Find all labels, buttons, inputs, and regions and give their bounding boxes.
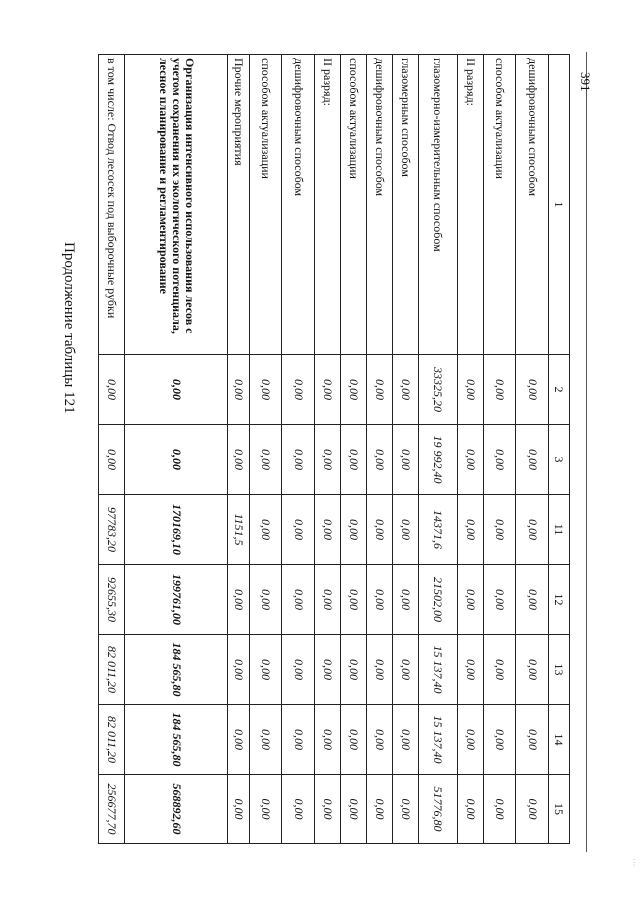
table-cell: 0,00 bbox=[249, 635, 282, 705]
table-cell: 0,00 bbox=[392, 635, 418, 705]
table-cell: 0,00 bbox=[282, 565, 315, 635]
column-header: 2 bbox=[549, 355, 570, 425]
table-container bbox=[98, 54, 570, 843]
table-cell: 0,00 bbox=[249, 705, 282, 775]
table-cell: 0,00 bbox=[483, 495, 516, 565]
table-cell: 15 137,40 bbox=[418, 705, 457, 775]
table-cell: 184 565,80 bbox=[125, 635, 228, 705]
table-cell: 0,00 bbox=[314, 775, 340, 844]
table-cell: 0,00 bbox=[228, 635, 250, 705]
table-cell: 33325,20 bbox=[418, 355, 457, 425]
table-cell: 0,00 bbox=[340, 705, 366, 775]
column-header: 15 bbox=[549, 775, 570, 844]
table-cell: 0,00 bbox=[516, 775, 549, 844]
table-cell: 97783,20 bbox=[99, 495, 125, 565]
row-label: дешифровочным способом bbox=[366, 55, 392, 355]
table-cell: 0,00 bbox=[366, 705, 392, 775]
table-cell: 0,00 bbox=[366, 355, 392, 425]
table-cell: 0,00 bbox=[228, 355, 250, 425]
table-row bbox=[228, 55, 250, 844]
table-cell: 0,00 bbox=[483, 705, 516, 775]
column-header: 12 bbox=[549, 565, 570, 635]
table-row bbox=[392, 55, 418, 844]
table-cell: 0,00 bbox=[314, 495, 340, 565]
table-cell: 0,00 bbox=[282, 355, 315, 425]
table-cell: 0,00 bbox=[340, 635, 366, 705]
row-label: II разряд: bbox=[314, 55, 340, 355]
table-cell: 0,00 bbox=[340, 425, 366, 495]
table-row bbox=[282, 55, 315, 844]
table-cell: 0,00 bbox=[282, 495, 315, 565]
table-row bbox=[457, 55, 483, 844]
table-row bbox=[249, 55, 282, 844]
table-cell: 0,00 bbox=[457, 635, 483, 705]
row-label: II разряд: bbox=[457, 55, 483, 355]
table-cell: 0,00 bbox=[314, 705, 340, 775]
row-label: глазомерным способом bbox=[392, 55, 418, 355]
table-cell: 0,00 bbox=[249, 565, 282, 635]
table-cell: 1151,5 bbox=[228, 495, 250, 565]
table-cell: 0,00 bbox=[282, 775, 315, 844]
table-cell: 15 137,40 bbox=[418, 635, 457, 705]
table-cell: 0,00 bbox=[516, 425, 549, 495]
table-cell: 170169,10 bbox=[125, 495, 228, 565]
table-cell: 0,00 bbox=[340, 775, 366, 844]
table-cell: 0,00 bbox=[516, 705, 549, 775]
table-cell: 0,00 bbox=[340, 355, 366, 425]
table-cell: 0,00 bbox=[228, 425, 250, 495]
table-cell: 0,00 bbox=[99, 355, 125, 425]
table-cell: 0,00 bbox=[457, 425, 483, 495]
table-cell: 0,00 bbox=[249, 495, 282, 565]
table-cell: 82 011,20 bbox=[99, 705, 125, 775]
table-row bbox=[483, 55, 516, 844]
table-cell: 82 011,20 bbox=[99, 635, 125, 705]
table-cell: 0,00 bbox=[516, 495, 549, 565]
table-header-row bbox=[549, 55, 570, 844]
table-cell: 0,00 bbox=[282, 705, 315, 775]
table-cell: 0,00 bbox=[483, 565, 516, 635]
data-table bbox=[98, 54, 570, 844]
column-header: 13 bbox=[549, 635, 570, 705]
row-label: дешифровочным способом bbox=[282, 55, 315, 355]
column-header: 3 bbox=[549, 425, 570, 495]
row-label: Организация интенсивного использования лесов с учетом сохранения их экологического потенциала, лесное планирование и регламентирование bbox=[125, 55, 228, 355]
table-cell: 51776,80 bbox=[418, 775, 457, 844]
table-row bbox=[366, 55, 392, 844]
table-cell: 21502,00 bbox=[418, 565, 457, 635]
column-header: 14 bbox=[549, 705, 570, 775]
table-cell: 0,00 bbox=[483, 635, 516, 705]
table-row bbox=[516, 55, 549, 844]
table-row bbox=[340, 55, 366, 844]
row-label: способом актуализации bbox=[340, 55, 366, 355]
table-row bbox=[125, 55, 228, 844]
table-cell: 0,00 bbox=[314, 425, 340, 495]
row-label: Прочие мероприятия bbox=[228, 55, 250, 355]
row-label: глазомерно-измерительным способом bbox=[418, 55, 457, 355]
table-cell: 0,00 bbox=[392, 495, 418, 565]
table-cell: 0,00 bbox=[125, 425, 228, 495]
table-cell: 568892,60 bbox=[125, 775, 228, 844]
page-edge-rule bbox=[586, 52, 587, 852]
table-cell: 0,00 bbox=[125, 355, 228, 425]
table-body bbox=[99, 55, 549, 844]
table-cell: 0,00 bbox=[392, 705, 418, 775]
table-cell: 19 992,40 bbox=[418, 425, 457, 495]
table-cell: 0,00 bbox=[249, 355, 282, 425]
table-cell: 0,00 bbox=[99, 425, 125, 495]
table-cell: 0,00 bbox=[228, 705, 250, 775]
row-label: в том числе: Отвод лесосек под выборочные рубки bbox=[99, 55, 125, 355]
column-header: 1 bbox=[549, 55, 570, 355]
table-cell: 0,00 bbox=[282, 425, 315, 495]
row-label: способом актуализации bbox=[249, 55, 282, 355]
table-cell: 0,00 bbox=[516, 635, 549, 705]
table-cell: 0,00 bbox=[366, 635, 392, 705]
table-cell: 0,00 bbox=[340, 495, 366, 565]
table-cell: 0,00 bbox=[483, 775, 516, 844]
table-cell: 0,00 bbox=[516, 355, 549, 425]
table-cell: 0,00 bbox=[366, 425, 392, 495]
table-cell: 92655,30 bbox=[99, 565, 125, 635]
table-cell: 0,00 bbox=[392, 775, 418, 844]
row-label: способом актуализации bbox=[483, 55, 516, 355]
table-cell: 256677,70 bbox=[99, 775, 125, 844]
table-cell: 0,00 bbox=[483, 425, 516, 495]
table-cell: 0,00 bbox=[249, 775, 282, 844]
table-cell: 0,00 bbox=[457, 355, 483, 425]
table-cell: 0,00 bbox=[392, 355, 418, 425]
table-cell: 199761,00 bbox=[125, 565, 228, 635]
table-cell: 0,00 bbox=[366, 565, 392, 635]
column-header: 11 bbox=[549, 495, 570, 565]
table-cell: 0,00 bbox=[228, 775, 250, 844]
table-cell: 0,00 bbox=[314, 635, 340, 705]
table-cell: 0,00 bbox=[457, 775, 483, 844]
table-cell: 0,00 bbox=[457, 705, 483, 775]
table-cell: 0,00 bbox=[483, 355, 516, 425]
table-cell: 0,00 bbox=[457, 495, 483, 565]
table-cell: 0,00 bbox=[457, 565, 483, 635]
table-cell: 14371,6 bbox=[418, 495, 457, 565]
table-cell: 0,00 bbox=[282, 635, 315, 705]
margin-dots: ⋮ bbox=[630, 858, 638, 867]
table-cell: 0,00 bbox=[340, 565, 366, 635]
row-label: дешифровочным способом bbox=[516, 55, 549, 355]
table-row bbox=[418, 55, 457, 844]
table-cell: 0,00 bbox=[314, 355, 340, 425]
table-cell: 184 565,80 bbox=[125, 705, 228, 775]
table-cell: 0,00 bbox=[228, 565, 250, 635]
table-cell: 0,00 bbox=[366, 495, 392, 565]
table-cell: 0,00 bbox=[392, 565, 418, 635]
table-cell: 0,00 bbox=[516, 565, 549, 635]
table-caption: Продолжение таблицы 121 bbox=[61, 242, 77, 414]
table-cell: 0,00 bbox=[392, 425, 418, 495]
table-cell: 0,00 bbox=[314, 565, 340, 635]
table-row bbox=[314, 55, 340, 844]
page-number: 391 bbox=[578, 72, 593, 92]
table-cell: 0,00 bbox=[366, 775, 392, 844]
table-row bbox=[99, 55, 125, 844]
table-cell: 0,00 bbox=[249, 425, 282, 495]
